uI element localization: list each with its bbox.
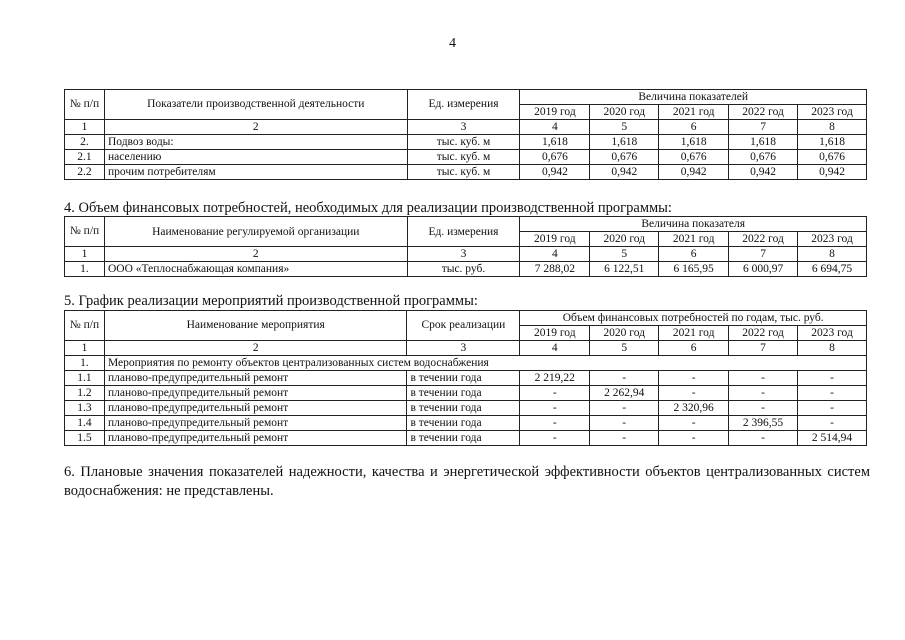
row-value: - — [659, 416, 729, 431]
section-4-heading: 4. Объем финансовых потребностей, необходимых для реализации производственной программы: — [64, 200, 672, 216]
row-unit: тыс. куб. м — [407, 150, 520, 165]
header-year: 2019 год — [520, 105, 590, 120]
table-row — [65, 401, 867, 416]
table-row — [65, 165, 867, 180]
row-value: 0,676 — [729, 150, 798, 165]
row-value: 6 165,95 — [659, 262, 729, 277]
row-value: 7 288,02 — [520, 262, 590, 277]
section-6-text: 6. Плановые значения показателей надежности, качества и энергетической эффективности объектов централизованных систем водоснабжения: не представлены. — [64, 464, 870, 499]
row-value: - — [659, 371, 729, 386]
header-unit: Ед. измерения — [407, 217, 520, 247]
page-number: 4 — [449, 36, 456, 51]
header-year: 2022 год — [729, 326, 798, 341]
row-value: - — [729, 386, 798, 401]
header-organization: Наименование регулируемой организации — [104, 217, 407, 247]
row-no: 1.3 — [65, 401, 105, 416]
col-number: 1 — [65, 247, 105, 262]
section-5-heading: 5. График реализации мероприятий производственной программы: — [64, 293, 478, 309]
row-value: 0,942 — [659, 165, 729, 180]
col-number: 4 — [520, 120, 590, 135]
row-unit: тыс. куб. м — [407, 165, 520, 180]
row-value: 0,676 — [798, 150, 867, 165]
schedule-table — [64, 310, 867, 446]
col-number: 1 — [65, 120, 105, 135]
row-unit: тыс. руб. — [407, 262, 520, 277]
row-value: 0,942 — [520, 165, 590, 180]
row-value: 2 262,94 — [590, 386, 659, 401]
row-value: 0,942 — [729, 165, 798, 180]
row-name: планово-предупредительный ремонт — [104, 386, 406, 401]
col-number: 7 — [729, 120, 798, 135]
col-number: 4 — [520, 341, 590, 356]
row-value: - — [798, 401, 867, 416]
row-value: - — [590, 416, 659, 431]
row-value: 2 514,94 — [798, 431, 867, 446]
row-value: - — [729, 401, 798, 416]
row-value: 1,618 — [729, 135, 798, 150]
row-value: - — [798, 416, 867, 431]
row-name: Подвоз воды: — [104, 135, 407, 150]
header-year: 2020 год — [590, 326, 659, 341]
row-value: - — [659, 386, 729, 401]
col-number: 8 — [798, 120, 867, 135]
row-value: 6 000,97 — [729, 262, 798, 277]
column-numbering-row — [65, 120, 867, 135]
row-name: населению — [104, 150, 407, 165]
col-number: 2 — [104, 341, 406, 356]
row-no: 1.5 — [65, 431, 105, 446]
row-value: - — [520, 386, 590, 401]
table-row — [65, 135, 867, 150]
header-year: 2019 год — [520, 232, 590, 247]
col-number: 3 — [407, 120, 520, 135]
row-value: - — [590, 401, 659, 416]
col-number: 1 — [65, 341, 105, 356]
col-number: 3 — [407, 341, 520, 356]
table-row — [65, 262, 867, 277]
header-year: 2019 год — [520, 326, 590, 341]
col-number: 7 — [729, 247, 798, 262]
row-no: 1. — [65, 262, 105, 277]
table-row — [65, 416, 867, 431]
row-value: - — [798, 371, 867, 386]
header-unit: Ед. измерения — [407, 90, 520, 120]
col-number: 8 — [798, 341, 867, 356]
row-value: - — [729, 371, 798, 386]
header-year: 2021 год — [659, 105, 729, 120]
row-value: 1,618 — [520, 135, 590, 150]
column-numbering-row — [65, 341, 867, 356]
row-value: - — [520, 401, 590, 416]
row-name: планово-предупредительный ремонт — [104, 431, 406, 446]
row-no: 1.2 — [65, 386, 105, 401]
header-year: 2021 год — [659, 326, 729, 341]
col-number: 6 — [659, 247, 729, 262]
header-year: 2022 год — [729, 232, 798, 247]
row-no: 1.4 — [65, 416, 105, 431]
header-no: № п/п — [65, 311, 105, 341]
row-no: 2. — [65, 135, 105, 150]
row-name: планово-предупредительный ремонт — [104, 371, 406, 386]
table-row — [65, 150, 867, 165]
header-indicator: Показатели производственной деятельности — [104, 90, 407, 120]
header-year: 2022 год — [729, 105, 798, 120]
row-name: ООО «Теплоснабжающая компания» — [104, 262, 407, 277]
row-value: - — [590, 431, 659, 446]
col-number: 3 — [407, 247, 520, 262]
row-value: 0,942 — [798, 165, 867, 180]
row-name: планово-предупредительный ремонт — [104, 401, 406, 416]
row-value: 2 396,55 — [729, 416, 798, 431]
group-row — [65, 356, 867, 371]
col-number: 4 — [520, 247, 590, 262]
header-year: 2023 год — [798, 326, 867, 341]
header-term: Срок реализации — [407, 311, 520, 341]
production-indicators-table — [64, 89, 867, 180]
row-value: 1,618 — [590, 135, 659, 150]
row-value: 6 694,75 — [798, 262, 867, 277]
table-row — [65, 431, 867, 446]
row-value: 0,942 — [590, 165, 659, 180]
row-value: - — [659, 431, 729, 446]
table-row — [65, 386, 867, 401]
row-term: в течении года — [407, 386, 520, 401]
row-value: 2 219,22 — [520, 371, 590, 386]
header-year: 2020 год — [590, 105, 659, 120]
header-values-group: Объем финансовых потребностей по годам, тыс. руб. — [520, 311, 867, 326]
table-row — [65, 371, 867, 386]
header-year: 2023 год — [798, 105, 867, 120]
row-term: в течении года — [407, 431, 520, 446]
row-term: в течении года — [407, 371, 520, 386]
header-year: 2023 год — [798, 232, 867, 247]
col-number: 8 — [798, 247, 867, 262]
row-value: 1,618 — [798, 135, 867, 150]
row-value: - — [729, 431, 798, 446]
row-value: 0,676 — [590, 150, 659, 165]
row-term: в течении года — [407, 401, 520, 416]
row-value: 0,676 — [520, 150, 590, 165]
header-year: 2021 год — [659, 232, 729, 247]
row-name: прочим потребителям — [104, 165, 407, 180]
row-unit: тыс. куб. м — [407, 135, 520, 150]
row-value: - — [798, 386, 867, 401]
row-no: 2.1 — [65, 150, 105, 165]
row-value: 6 122,51 — [590, 262, 659, 277]
row-no: 2.2 — [65, 165, 105, 180]
col-number: 6 — [659, 120, 729, 135]
col-number: 2 — [104, 247, 407, 262]
col-number: 5 — [590, 247, 659, 262]
row-value: - — [520, 416, 590, 431]
row-value: - — [590, 371, 659, 386]
row-term: в течении года — [407, 416, 520, 431]
group-name: Мероприятия по ремонту объектов централизованных систем водоснабжения — [104, 356, 866, 371]
header-no: № п/п — [65, 90, 105, 120]
col-number: 5 — [590, 341, 659, 356]
row-no: 1. — [65, 356, 105, 371]
header-values-group: Величина показателя — [520, 217, 867, 232]
row-value: - — [520, 431, 590, 446]
col-number: 2 — [104, 120, 407, 135]
row-value: 0,676 — [659, 150, 729, 165]
header-values-group: Величина показателей — [520, 90, 867, 105]
row-name: планово-предупредительный ремонт — [104, 416, 406, 431]
header-activity: Наименование мероприятия — [104, 311, 406, 341]
financial-needs-table — [64, 216, 867, 277]
col-number: 6 — [659, 341, 729, 356]
row-value: 1,618 — [659, 135, 729, 150]
header-no: № п/п — [65, 217, 105, 247]
row-no: 1.1 — [65, 371, 105, 386]
col-number: 5 — [590, 120, 659, 135]
col-number: 7 — [729, 341, 798, 356]
header-year: 2020 год — [590, 232, 659, 247]
row-value: 2 320,96 — [659, 401, 729, 416]
column-numbering-row — [65, 247, 867, 262]
